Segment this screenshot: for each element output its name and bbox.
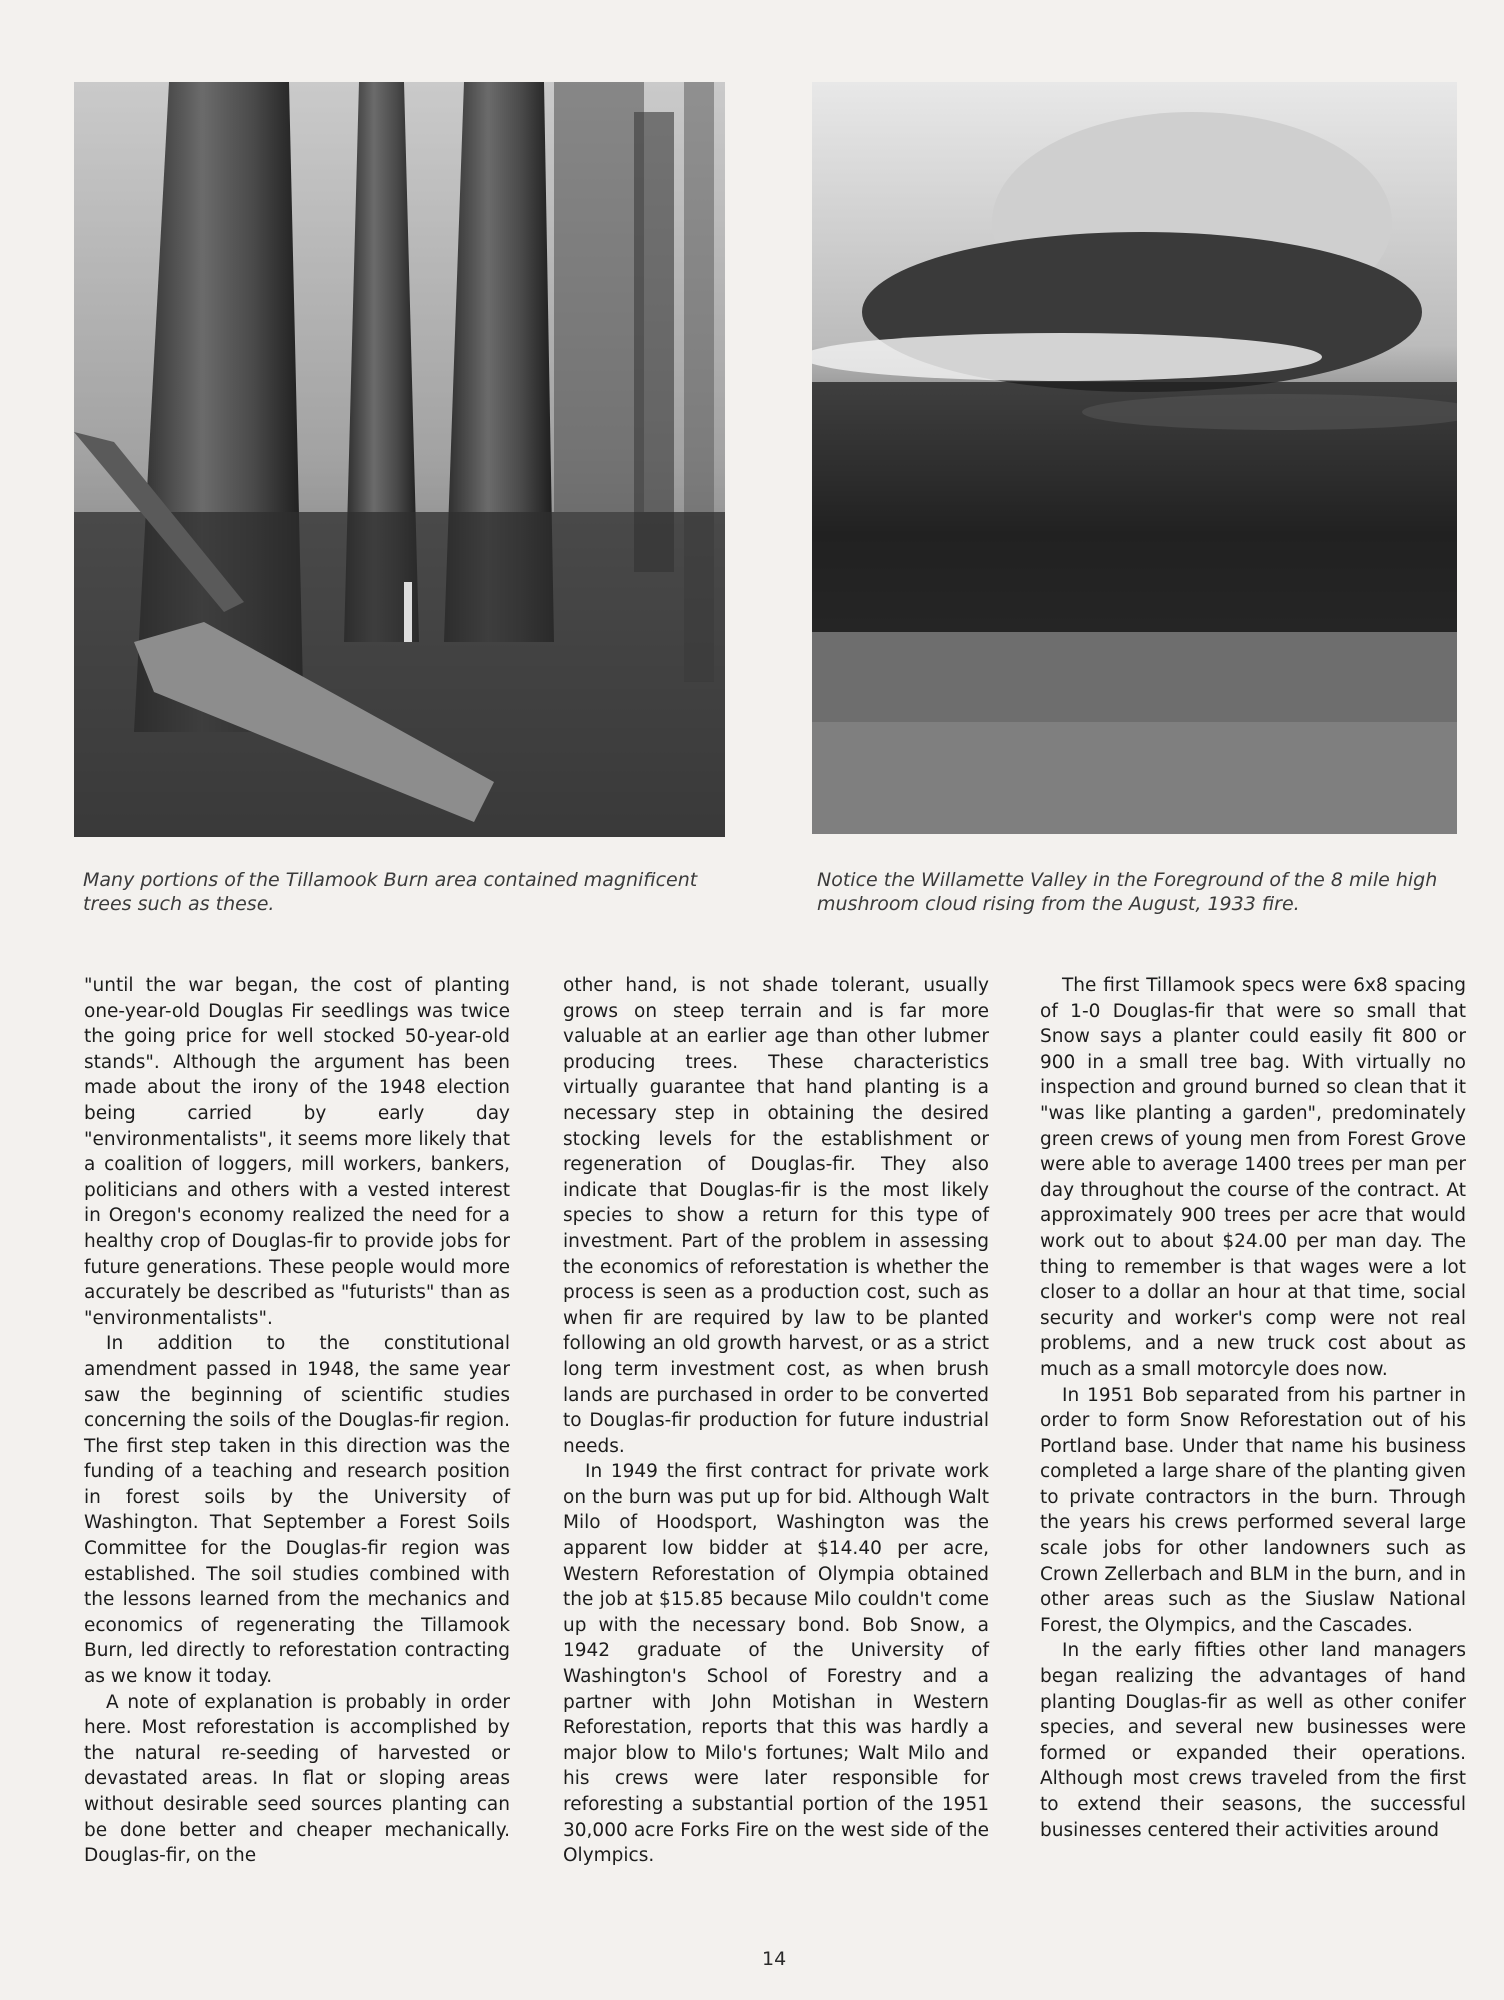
text-column-3 [1040,973,1466,1843]
paragraph: In 1949 the first contract for private work on the burn was put up for bid. Although Walt Milo of Hoodsport, Washington was the apparent low bidder at $14.40 per acre, Western Reforestation of Olympia obtained the job at $15.85 because Milo couldn't come up with the necessary bond. Bob Snow, a 1942 graduate of the University of Washington's School of Forestry and a partner with John Motishan in Western Reforestation, reports that this was hardly a major blow to Milo's fortunes; Walt Milo and his crews were later responsible for reforesting a substantial portion of the 1951 30,000 acre Forks Fire on the west side of the Olympics. [563,1461,989,1867]
paragraph: In 1951 Bob separated from his partner in order to form Snow Reforestation out of his Portland base. Under that name his business completed a large share of the planting given to private contractors in the burn. Through the years his crews performed several large scale jobs for other landowners such as Crown Zellerbach and BLM in the burn, and in other areas such as the Siuslaw National Forest, the Olympics, and the Cascades. [1040,1384,1466,1636]
right-photo-caption: Notice the Willamette Valley in the Foreground of the 8 mile high mushroom cloud rising from the August, 1933 fire. [817,869,1438,915]
paragraph: other hand, is not shade tolerant, usually grows on steep terrain and is far more valuable at an earlier age than other lubmer producing trees. These characteristics virtually guarantee that hand planting is a necessary step in obtaining the desired stocking levels for the establishment or regeneration of Douglas-fir. They also indicate that Douglas-fir is the most likely species to show a return for this type of investment. Part of the problem in assessing the economics of reforestation is whether the process is seen as a production cost, such as when fir are required by law to be planted following an old growth harvest, or as a strict long term investment cost, as when brush lands are purchased in order to be converted to Douglas-fir production for future industrial needs. [563,975,989,1457]
forest-trees-photo [74,82,725,837]
paragraph: The first Tillamook specs were 6x8 spacing of 1-0 Douglas-fir that were so small that Snow says a planter could easily fit 800 or 900 in a small tree bag. With virtually no inspection and ground burned so clean that it "was like planting a garden", predominately green crews of young men from Forest Grove were able to average 1400 trees per man per day throughout the course of the contract. At approximately 900 trees per acre that would work out to about $24.00 per man day. The thing to remember is that wages were a lot closer to a dollar an hour at that time, social security and worker's comp were not real problems, and a new truck cost about as much as a small motorcyle does now. [1040,975,1466,1380]
paragraph: "until the war began, the cost of planting one-year-old Douglas Fir seedlings was twice the going price for well stocked 50-year-old stands". Although the argument has been made about the irony of the 1948 election being carried by early day "environmentalists", it seems more likely that a coalition of loggers, mill workers, bankers, politicians and others with a vested interest in Oregon's economy realized the need for a healthy crop of Douglas-fir to provide jobs for future generations. These people would more accurately be described as "futurists" than as "environmentalists". [84,975,510,1329]
left-photo-caption: Many portions of the Tillamook Burn area contained magnificent trees such as these. [83,869,698,915]
paragraph: A note of explanation is probably in order here. Most reforestation is accomplished by the natural re-seeding of harvested or devastated areas. In flat or sloping areas without desirable seed sources planting can be done better and cheaper mechanically. Douglas-fir, on the [84,1691,510,1867]
mushroom-cloud-photo [812,82,1457,834]
paragraph: In the early fifties other land managers began realizing the advantages of hand planting Douglas-fir as well as other conifer species, and several new businesses were formed or expanded their operations. Although most crews traveled from the first to extend their seasons, the successful businesses centered their activities around [1040,1640,1466,1841]
text-column-1 [84,973,510,1869]
text-column-2 [563,973,989,1869]
paragraph: In addition to the constitutional amendment passed in 1948, the same year saw the beginning of scientific studies concerning the soils of the Douglas-fir region. The first step taken in this direction was the funding of a teaching and research position in forest soils by the University of Washington. That September a Forest Soils Committee for the Douglas-fir region was established. The soil studies combined with the lessons learned from the mechanics and economics of regenerating the Tillamook Burn, led directly to reforestation contracting as we know it today. [84,1333,510,1688]
page-number: 14 [762,1948,787,1970]
